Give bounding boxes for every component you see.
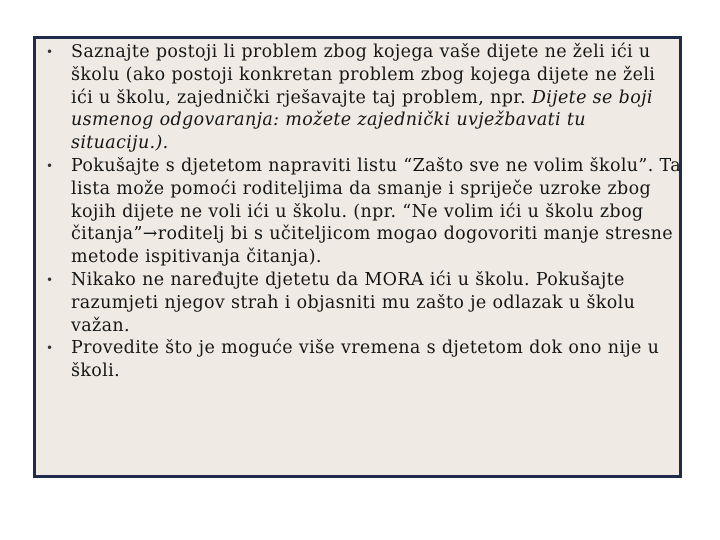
bullet-marker: • [46,272,54,287]
bullet-text: Pokušajte s djetetom napraviti listu “Zašto sve ne volim školu”. Ta lista može pomoći roditeljima da smanje i spriječe uzroke zbog kojih dijete ne voli ići u školu. (npr. “Ne volim ići u školu zbog čitanja”→roditelj bi s učiteljicom mogao dogovoriti manje stresne metode ispitivanja čitanja). [71,155,681,268]
content-box [33,36,682,478]
bullet-marker: • [46,341,54,356]
bullet-text: Provedite što je moguće više vremena s djetetom dok ono nije u školi. [71,338,660,382]
list-item-time [36,337,682,383]
bullet-text-main: Saznajte postoji li problem zbog kojega vaše dijete ne želi ići u školu (ako postoji konkretan problem zbog kojega dijete ne želi ići u školu, zajednički rješavajte taj problem, npr. [71,42,656,108]
bullet-text: Nikako ne naređujte djetetu da MORA ići u školu. Pokušajte razumjeti njegov strah i objasniti mu zašto je odlazak u školu važan. [71,269,636,336]
bullet-marker: • [46,158,54,173]
list-item-problem [36,41,682,155]
bullet-text-example: Dijete se boji usmenog odgovaranja: možete zajednički uvježbavati tu situaciju.). [71,87,653,154]
bullet-marker: • [46,45,54,59]
bullet-list [36,41,682,383]
bullet-text [71,41,682,155]
list-item-list [36,155,682,269]
list-item-no-force [36,269,682,337]
